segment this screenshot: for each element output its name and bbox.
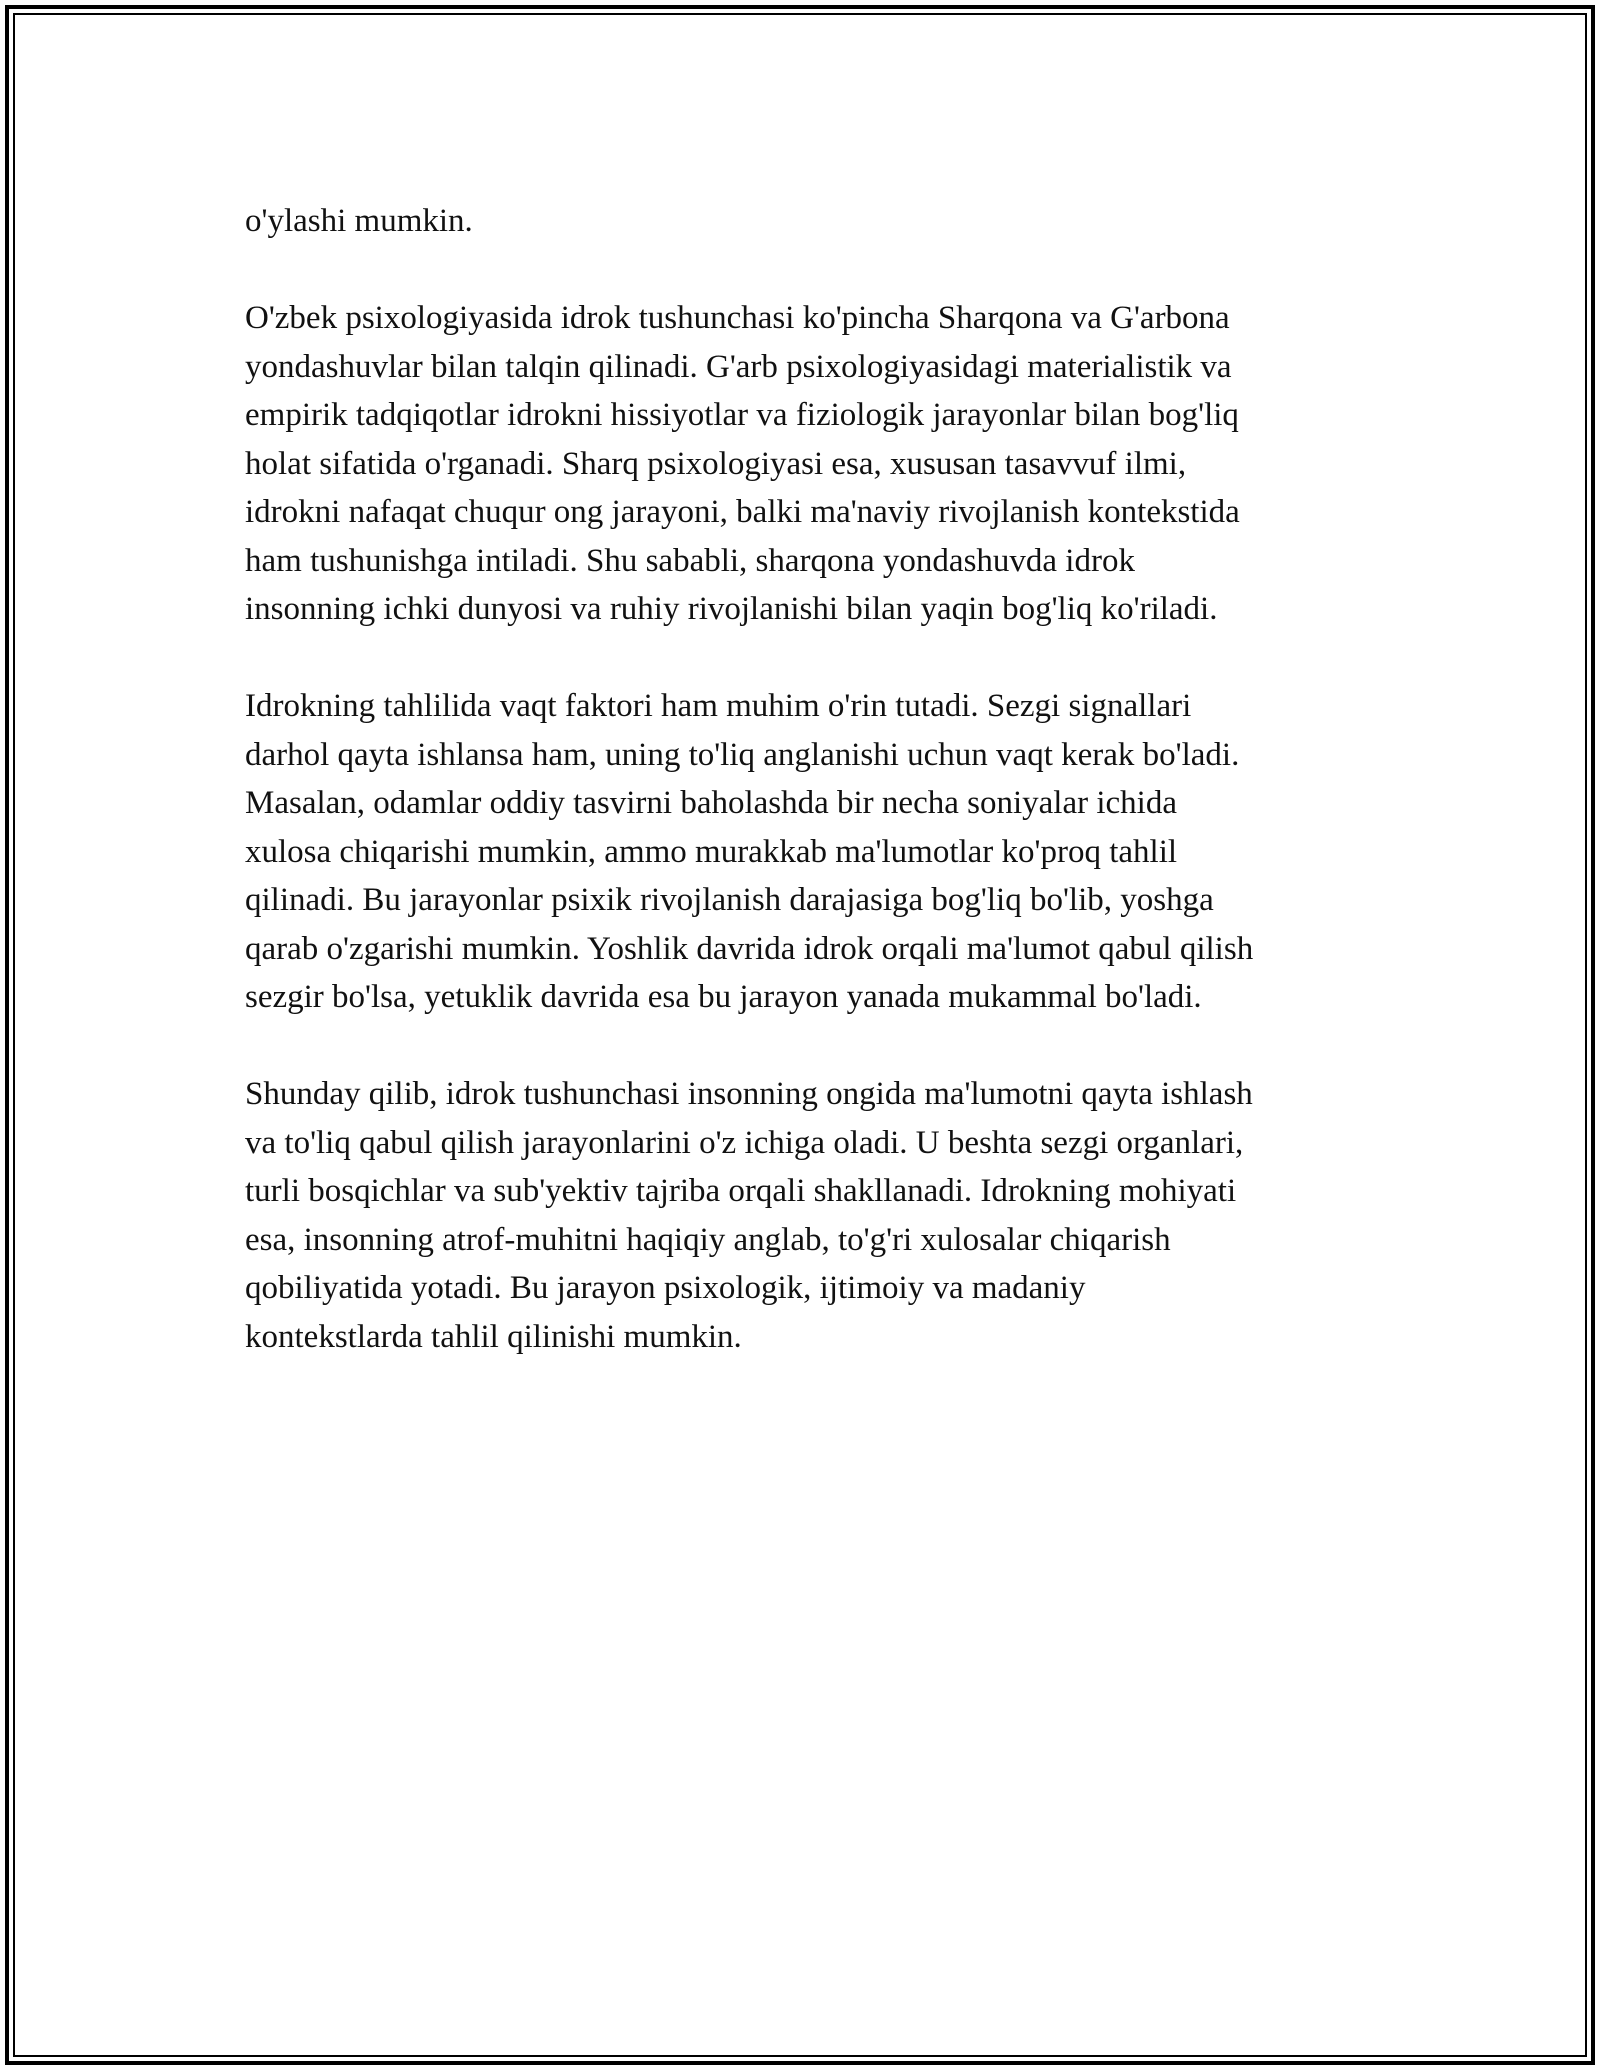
- paragraph-eastern-western-approaches: O'zbek psixologiyasida idrok tushunchasi ko'pincha Sharqona va G'arbona yondashuvlar bilan talqin qilinadi. G'arb psixologiyasidagi materialistik va empirik tadqiqotlar idrokni hissiyotlar va fiziologik jarayonlar bilan bog'liq holat sifatida o'rganadi. Sharq psixologiyasi esa, xususan tasavvuf ilmi, idrokni nafaqat chuqur ong jarayoni, balki ma'naviy rivojlanish kontekstida ham tushunishga intiladi. Shu sababli, sharqona yondashuvda idrok insonning ichki dunyosi va ruhiy rivojlanishi bilan yaqin bog'liq ko'riladi.: [245, 300, 1240, 627]
- page-frame: [5, 5, 1595, 2065]
- document-body: [245, 197, 1385, 1410]
- paragraph-continuation: o'ylashi mumkin.: [245, 203, 473, 239]
- paragraph-time-factor: Idrokning tahlilida vaqt faktori ham muhim o'rin tutadi. Sezgi signallari darhol qayta ishlansa ham, uning to'liq anglanishi uchun vaqt kerak bo'ladi. Masalan, odamlar oddiy tasvirni baholashda bir necha soniyalar ichida xulosa chiqarishi mumkin, ammo murakkab ma'lumotlar ko'proq tahlil qilinadi. Bu jarayonlar psixik rivojlanish darajasiga bog'liq bo'lib, yoshga qarab o'zgarishi mumkin. Yoshlik davrida idrok orqali ma'lumot qabul qilish sezgir bo'lsa, yetuklik davrida esa bu jarayon yanada mukammal bo'ladi.: [245, 688, 1254, 1015]
- paragraph-conclusion: Shunday qilib, idrok tushunchasi insonning ongida ma'lumotni qayta ishlash va to'liq qabul qilish jarayonlarini o'z ichiga oladi. U beshta sezgi organlari, turli bosqichlar va sub'yektiv tajriba orqali shakllanadi. Idrokning mohiyati esa, insonning atrof-muhitni haqiqiy anglab, to'g'ri xulosalar chiqarish qobiliyatida yotadi. Bu jarayon psixologik, ijtimoiy va madaniy kontekstlarda tahlil qilinishi mumkin.: [245, 1076, 1253, 1355]
